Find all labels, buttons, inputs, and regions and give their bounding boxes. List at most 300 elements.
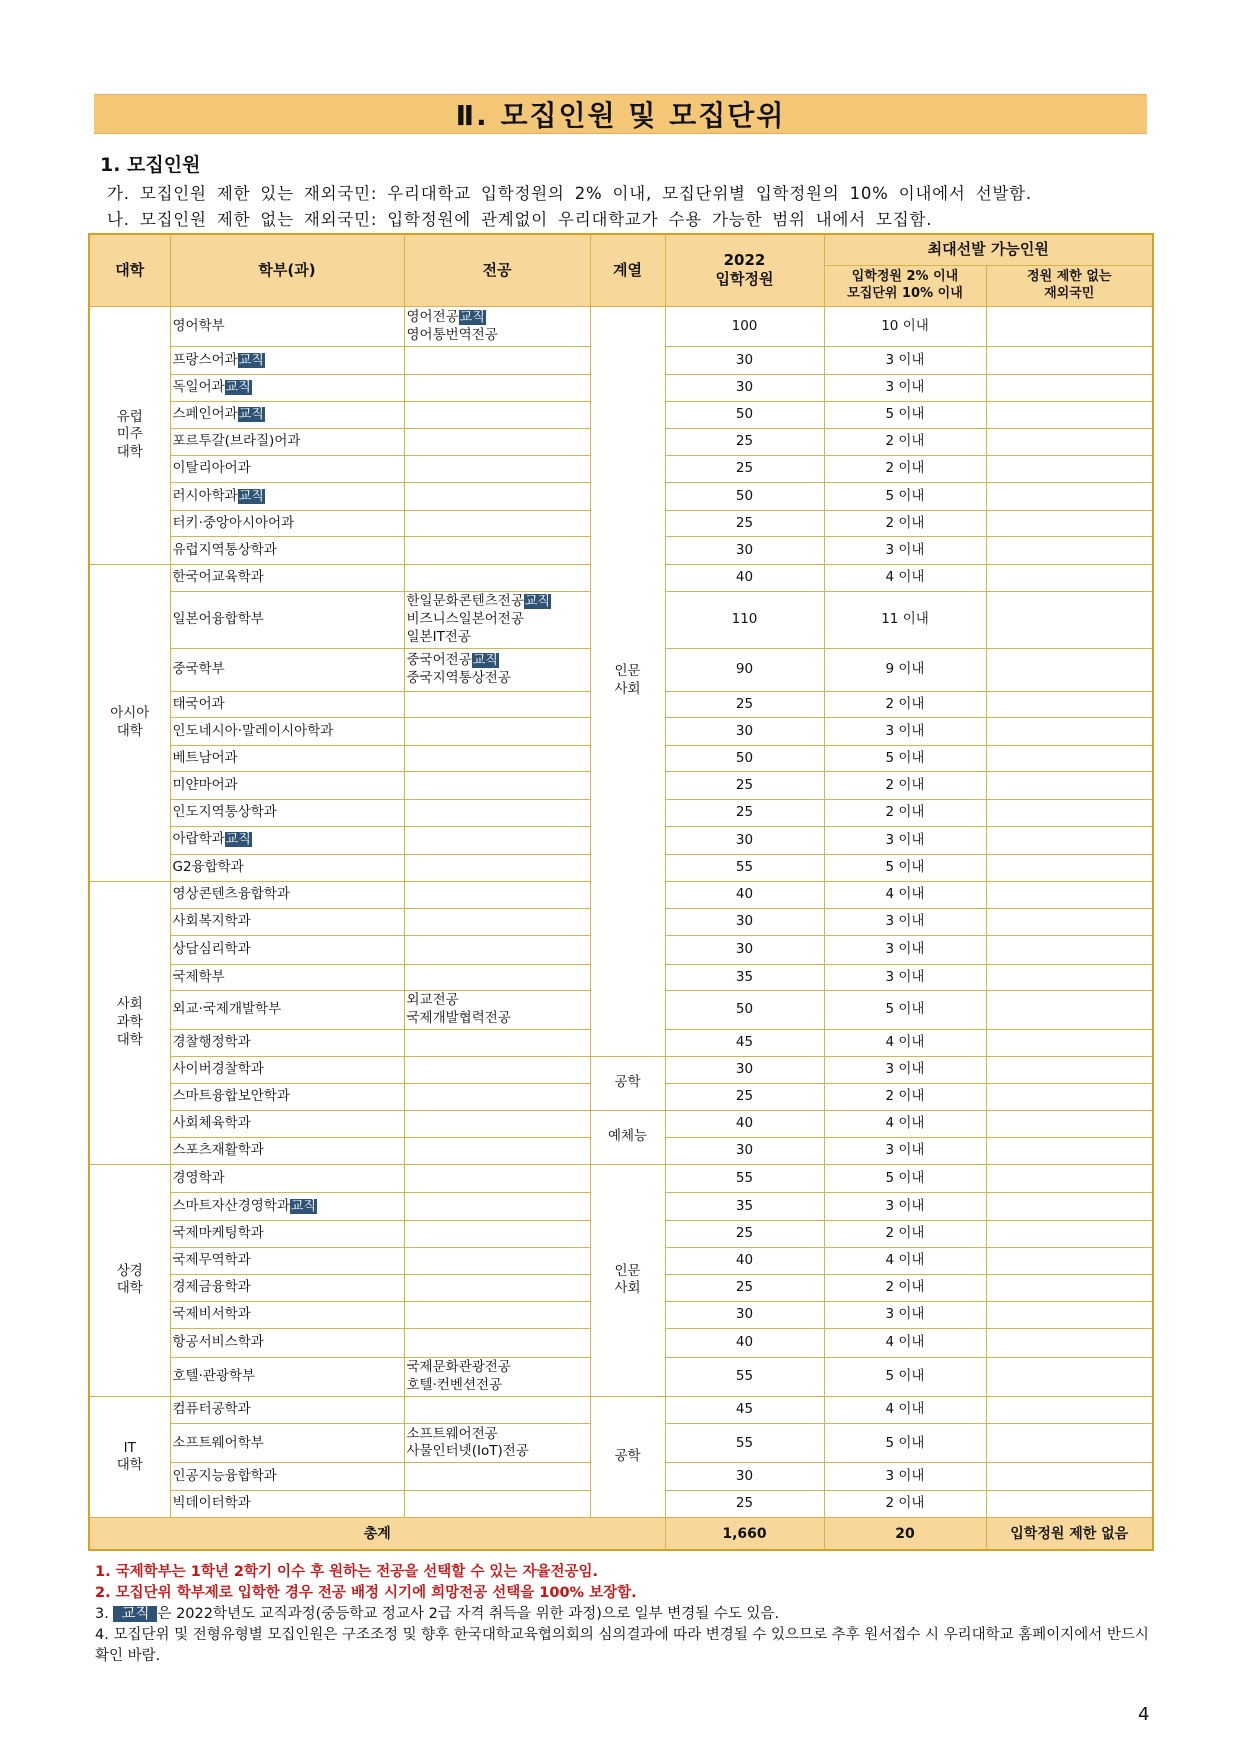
department-name: 독일어과 [172, 378, 225, 395]
major-cell [404, 1247, 590, 1275]
department-name: 경찰행정학과 [172, 1033, 251, 1050]
section-heading: 1. 모집인원 [100, 154, 201, 176]
intro-line-1: 가. 모집인원 제한 있는 재외국민: 우리대학교 입학정원의 2% 이내, 모집단위별 입학정원의 10% 이내에서 선발함. [107, 184, 1032, 203]
unlimited-cell [986, 1164, 1153, 1193]
unlimited-cell [986, 772, 1153, 800]
department-name: 소프트웨어학부 [172, 1434, 264, 1451]
department-name: 국제마케팅학과 [172, 1225, 264, 1242]
limited-cell: 3 이내 [824, 1463, 986, 1491]
unlimited-cell [986, 347, 1153, 375]
quota-cell: 40 [665, 1247, 824, 1275]
quota-cell: 50 [665, 401, 824, 429]
note-3-number: 3. [95, 1606, 109, 1622]
major-cell [404, 1275, 590, 1302]
limited-cell: 9 이내 [824, 648, 986, 691]
major-name: 일본IT전공 [406, 628, 471, 645]
department-cell [170, 429, 404, 456]
quota-cell: 25 [665, 510, 824, 537]
limited-cell: 5 이내 [824, 1357, 986, 1396]
college-cell: 아시아 대학 [89, 565, 170, 882]
limited-cell: 4 이내 [824, 1396, 986, 1424]
note-4: 4. 모집단위 및 전형유형별 모집인원은 구조조정 및 향후 한국대학교육협의회의 심의결과에 따라 변경될 수 있으므로 추후 원서접수 시 우리대학교 홈페이지에서 반드시 확인 바람. [95, 1627, 1149, 1664]
quota-cell: 40 [665, 1329, 824, 1358]
quota-cell: 25 [665, 800, 824, 827]
limited-cell: 2 이내 [824, 1084, 986, 1111]
limited-cell: 3 이내 [824, 964, 986, 991]
major-cell [404, 429, 590, 456]
department-cell [170, 374, 404, 401]
limited-cell: 3 이내 [824, 1138, 986, 1165]
unlimited-cell [986, 401, 1153, 429]
note-2: 2. 모집단위 학부제로 입학한 경우 전공 배정 시기에 희망전공 선택을 100% 보장함. [95, 1585, 637, 1601]
unlimited-cell [986, 691, 1153, 718]
quota-cell: 50 [665, 991, 824, 1030]
major-cell [404, 991, 590, 1030]
unlimited-cell [986, 909, 1153, 936]
major-cell [404, 826, 590, 855]
teaching-tag: 교직 [459, 309, 485, 325]
quota-cell: 40 [665, 881, 824, 909]
unlimited-cell [986, 1424, 1153, 1463]
limited-cell: 4 이내 [824, 565, 986, 592]
limited-cell: 2 이내 [824, 800, 986, 827]
limited-cell: 2 이내 [824, 1221, 986, 1248]
table-row [89, 1056, 1153, 1084]
field-cell: 인문 사회 [590, 1164, 665, 1396]
department-cell [170, 1490, 404, 1518]
department-cell [170, 1084, 404, 1111]
department-cell [170, 1164, 404, 1193]
quota-cell: 25 [665, 429, 824, 456]
quota-cell: 55 [665, 1424, 824, 1463]
major-name: 중국지역통상전공 [406, 669, 511, 686]
major-name: 국제개발협력전공 [406, 1010, 511, 1027]
department-name: 영어학부 [172, 317, 225, 334]
page-number: 4 [1138, 1704, 1150, 1725]
major-cell [404, 1138, 590, 1165]
header-major: 전공 [404, 234, 590, 306]
teaching-tag: 교직 [472, 653, 498, 669]
quota-cell: 40 [665, 565, 824, 592]
quota-cell: 90 [665, 648, 824, 691]
department-name: 베트남어과 [172, 749, 238, 766]
total-unlimited: 입학정원 제한 없음 [986, 1518, 1153, 1550]
department-name: G2융합학과 [172, 859, 244, 876]
quota-cell: 25 [665, 1275, 824, 1302]
major-cell [404, 691, 590, 718]
header-max-selection: 최대선발 가능인원 [824, 234, 1153, 265]
quota-cell: 30 [665, 826, 824, 855]
department-name: 빅데이터학과 [172, 1495, 251, 1512]
major-cell [404, 909, 590, 936]
department-name: 경영학과 [172, 1169, 225, 1186]
major-cell [404, 1110, 590, 1138]
unlimited-cell [986, 1490, 1153, 1518]
note-3-text: 은 2022학년도 교직과정(중등학교 정교사 2급 자격 취득을 위한 과정)으로 일부 변경될 수도 있음. [157, 1606, 780, 1622]
quota-cell: 30 [665, 909, 824, 936]
unlimited-cell [986, 455, 1153, 483]
unlimited-cell [986, 1247, 1153, 1275]
limited-cell: 2 이내 [824, 429, 986, 456]
major-cell [404, 745, 590, 772]
department-name: 국제무역학과 [172, 1252, 251, 1269]
unlimited-cell [986, 537, 1153, 565]
department-cell [170, 800, 404, 827]
major-name: 영어통번역전공 [406, 326, 498, 343]
quota-cell: 30 [665, 1463, 824, 1491]
unlimited-cell [986, 1193, 1153, 1221]
unlimited-cell [986, 964, 1153, 991]
department-cell [170, 347, 404, 375]
quota-cell: 25 [665, 1084, 824, 1111]
unlimited-cell [986, 648, 1153, 691]
major-cell [404, 964, 590, 991]
department-cell [170, 648, 404, 691]
limited-cell: 2 이내 [824, 691, 986, 718]
limited-cell: 11 이내 [824, 591, 986, 648]
department-name: 컴퓨터공학과 [172, 1401, 251, 1418]
department-name: 중국학부 [172, 661, 225, 678]
major-cell [404, 483, 590, 511]
department-name: 스마트자산경영학과 [172, 1197, 290, 1214]
department-cell [170, 1193, 404, 1221]
unlimited-cell [986, 1084, 1153, 1111]
header-limited: 입학정원 2% 이내 모집단위 10% 이내 [824, 265, 986, 306]
major-cell [404, 935, 590, 964]
department-name: 상담심리학과 [172, 940, 251, 957]
quota-cell: 30 [665, 718, 824, 746]
quota-cell: 30 [665, 537, 824, 565]
limited-cell: 4 이내 [824, 1110, 986, 1138]
department-name: 이탈리아어과 [172, 460, 251, 477]
limited-cell: 10 이내 [824, 306, 986, 347]
quota-cell: 100 [665, 306, 824, 347]
limited-cell: 5 이내 [824, 745, 986, 772]
unlimited-cell [986, 1056, 1153, 1084]
department-name: 사회복지학과 [172, 913, 251, 930]
unlimited-cell [986, 429, 1153, 456]
department-cell [170, 401, 404, 429]
major-cell [404, 1193, 590, 1221]
limited-cell: 2 이내 [824, 1490, 986, 1518]
page-title: Ⅱ. 모집인원 및 모집단위 [94, 94, 1147, 134]
unlimited-cell [986, 826, 1153, 855]
major-cell [404, 1221, 590, 1248]
department-cell [170, 1138, 404, 1165]
field-cell: 예체능 [590, 1110, 665, 1164]
department-cell [170, 1275, 404, 1302]
department-name: 경제금융학과 [172, 1279, 251, 1296]
major-cell [404, 401, 590, 429]
department-cell [170, 1329, 404, 1358]
limited-cell: 5 이내 [824, 483, 986, 511]
limited-cell: 3 이내 [824, 718, 986, 746]
major-cell [404, 1301, 590, 1329]
quota-cell: 40 [665, 1110, 824, 1138]
major-cell [404, 800, 590, 827]
major-cell [404, 374, 590, 401]
department-cell [170, 483, 404, 511]
department-cell [170, 991, 404, 1030]
teaching-tag: 교직 [238, 352, 264, 368]
unlimited-cell [986, 1110, 1153, 1138]
department-cell [170, 909, 404, 936]
major-cell [404, 1490, 590, 1518]
department-cell [170, 691, 404, 718]
major-cell [404, 1164, 590, 1193]
intro-line-2: 나. 모집인원 제한 없는 재외국민: 입학정원에 관계없이 우리대학교가 수용 가능한 범위 내에서 모집함. [107, 210, 933, 229]
major-cell [404, 1084, 590, 1111]
department-name: 항공서비스학과 [172, 1334, 264, 1351]
college-cell: IT 대학 [89, 1396, 170, 1518]
notes [95, 1562, 1155, 1667]
major-cell [404, 306, 590, 347]
unlimited-cell [986, 1029, 1153, 1056]
quota-cell: 55 [665, 1164, 824, 1193]
table-row [89, 1110, 1153, 1138]
department-cell [170, 881, 404, 909]
header-field: 계열 [590, 234, 665, 306]
department-cell [170, 1396, 404, 1424]
limited-cell: 3 이내 [824, 1301, 986, 1329]
total-quota: 1,660 [665, 1518, 824, 1550]
quota-cell: 30 [665, 374, 824, 401]
quota-cell: 50 [665, 745, 824, 772]
limited-cell: 2 이내 [824, 1275, 986, 1302]
department-name: 사이버경찰학과 [172, 1061, 264, 1078]
limited-cell: 3 이내 [824, 935, 986, 964]
limited-cell: 3 이내 [824, 1193, 986, 1221]
limited-cell: 5 이내 [824, 401, 986, 429]
quota-cell: 25 [665, 455, 824, 483]
department-name: 터키·중앙아시아어과 [172, 514, 295, 531]
limited-cell: 2 이내 [824, 455, 986, 483]
department-cell [170, 455, 404, 483]
limited-cell: 3 이내 [824, 347, 986, 375]
unlimited-cell [986, 1221, 1153, 1248]
limited-cell: 3 이내 [824, 374, 986, 401]
unlimited-cell [986, 1138, 1153, 1165]
department-name: 태국어과 [172, 695, 225, 712]
unlimited-cell [986, 1301, 1153, 1329]
major-name: 영어전공 [406, 308, 459, 325]
department-cell [170, 1424, 404, 1463]
major-name: 호텔·컨벤션전공 [406, 1376, 503, 1393]
department-name: 러시아학과 [172, 487, 238, 504]
quota-cell: 50 [665, 483, 824, 511]
major-name: 소프트웨어전공 [406, 1425, 498, 1442]
major-cell [404, 510, 590, 537]
table-row [89, 1164, 1153, 1193]
department-cell [170, 745, 404, 772]
limited-cell: 3 이내 [824, 826, 986, 855]
quota-cell: 30 [665, 1301, 824, 1329]
limited-cell: 5 이내 [824, 991, 986, 1030]
field-cell: 공학 [590, 1056, 665, 1110]
department-cell [170, 1301, 404, 1329]
quota-cell: 55 [665, 1357, 824, 1396]
college-cell: 상경 대학 [89, 1164, 170, 1396]
quota-cell: 35 [665, 1193, 824, 1221]
header-college: 대학 [89, 234, 170, 306]
department-name: 스페인어과 [172, 405, 238, 422]
field-cell: 인문 사회 [590, 306, 665, 1056]
major-name: 사물인터넷(IoT)전공 [406, 1443, 529, 1460]
quota-cell: 45 [665, 1396, 824, 1424]
department-cell [170, 1463, 404, 1491]
unlimited-cell [986, 800, 1153, 827]
quota-cell: 30 [665, 347, 824, 375]
unlimited-cell [986, 745, 1153, 772]
limited-cell: 2 이내 [824, 510, 986, 537]
field-cell: 공학 [590, 1396, 665, 1518]
major-cell [404, 855, 590, 882]
department-cell [170, 1110, 404, 1138]
department-name: 프랑스어과 [172, 351, 238, 368]
department-cell [170, 826, 404, 855]
department-cell [170, 591, 404, 648]
college-cell: 유럽 미주 대학 [89, 306, 170, 565]
limited-cell: 3 이내 [824, 537, 986, 565]
department-name: 일본어융합학부 [172, 610, 264, 627]
quota-cell: 30 [665, 1138, 824, 1165]
department-cell [170, 565, 404, 592]
quota-cell: 110 [665, 591, 824, 648]
department-name: 국제학부 [172, 968, 225, 985]
unlimited-cell [986, 855, 1153, 882]
major-cell [404, 1056, 590, 1084]
department-cell [170, 537, 404, 565]
major-cell [404, 881, 590, 909]
unlimited-cell [986, 591, 1153, 648]
major-name: 비즈니스일본어전공 [406, 611, 524, 628]
quota-cell: 45 [665, 1029, 824, 1056]
department-cell [170, 306, 404, 347]
department-name: 호텔·관광학부 [172, 1368, 256, 1385]
department-cell [170, 1056, 404, 1084]
department-name: 인도네시아·말레이시아학과 [172, 722, 334, 739]
limited-cell: 4 이내 [824, 1247, 986, 1275]
major-name: 국제문화관광전공 [406, 1359, 511, 1376]
teaching-tag: 교직 [524, 594, 550, 610]
limited-cell: 3 이내 [824, 1056, 986, 1084]
table-row [89, 306, 1153, 347]
department-cell [170, 510, 404, 537]
limited-cell: 3 이내 [824, 909, 986, 936]
department-cell [170, 1357, 404, 1396]
major-name: 외교전공 [406, 992, 459, 1009]
limited-cell: 5 이내 [824, 855, 986, 882]
major-name: 한일문화콘텐츠전공 [406, 593, 524, 610]
major-cell [404, 565, 590, 592]
department-name: 미얀마어과 [172, 776, 238, 793]
header-department: 학부(과) [170, 234, 404, 306]
unlimited-cell [986, 1357, 1153, 1396]
note-3 [95, 1604, 1155, 1625]
table-row [89, 1396, 1153, 1424]
unlimited-cell [986, 565, 1153, 592]
major-cell [404, 648, 590, 691]
teaching-tag: 교직 [113, 1606, 157, 1622]
major-cell [404, 1357, 590, 1396]
limited-cell: 5 이내 [824, 1424, 986, 1463]
department-name: 스마트융합보안학과 [172, 1088, 290, 1105]
department-name: 아랍학과 [172, 831, 225, 848]
unlimited-cell [986, 1396, 1153, 1424]
quota-cell: 25 [665, 1490, 824, 1518]
department-name: 스포츠재활학과 [172, 1142, 264, 1159]
quota-cell: 30 [665, 935, 824, 964]
department-name: 유럽지역통상학과 [172, 541, 277, 558]
unlimited-cell [986, 991, 1153, 1030]
limited-cell: 4 이내 [824, 881, 986, 909]
department-name: 인공지능융합학과 [172, 1467, 277, 1484]
header-unlimited: 정원 제한 없는 재외국민 [986, 265, 1153, 306]
limited-cell: 4 이내 [824, 1329, 986, 1358]
unlimited-cell [986, 483, 1153, 511]
department-cell [170, 1029, 404, 1056]
department-cell [170, 855, 404, 882]
quota-cell: 55 [665, 855, 824, 882]
department-name: 외교·국제개발학부 [172, 1001, 282, 1018]
department-cell [170, 935, 404, 964]
department-name: 포르투갈(브라질)어과 [172, 433, 301, 450]
department-cell [170, 772, 404, 800]
unlimited-cell [986, 1463, 1153, 1491]
major-name: 중국어전공 [406, 652, 472, 669]
unlimited-cell [986, 881, 1153, 909]
quota-cell: 30 [665, 1056, 824, 1084]
unlimited-cell [986, 306, 1153, 347]
total-limit: 20 [824, 1518, 986, 1550]
teaching-tag: 교직 [225, 832, 251, 848]
major-cell [404, 718, 590, 746]
note-1: 1. 국제학부는 1학년 2학기 이수 후 원하는 전공을 선택할 수 있는 자율전공임. [95, 1564, 599, 1580]
major-cell [404, 347, 590, 375]
major-cell [404, 591, 590, 648]
quota-cell: 25 [665, 691, 824, 718]
unlimited-cell [986, 718, 1153, 746]
quota-cell: 25 [665, 1221, 824, 1248]
major-cell [404, 537, 590, 565]
department-cell [170, 718, 404, 746]
unlimited-cell [986, 1329, 1153, 1358]
major-cell [404, 1463, 590, 1491]
major-cell [404, 455, 590, 483]
department-cell [170, 1247, 404, 1275]
quota-cell: 25 [665, 772, 824, 800]
department-cell [170, 1221, 404, 1248]
teaching-tag: 교직 [238, 406, 264, 422]
teaching-tag: 교직 [225, 379, 251, 395]
limited-cell: 2 이내 [824, 772, 986, 800]
department-cell [170, 964, 404, 991]
unlimited-cell [986, 935, 1153, 964]
department-name: 인도지역통상학과 [172, 804, 277, 821]
total-label: 총계 [89, 1518, 665, 1550]
unlimited-cell [986, 1275, 1153, 1302]
department-name: 국제비서학과 [172, 1306, 251, 1323]
quota-table [88, 233, 1154, 1551]
department-name: 사회체육학과 [172, 1115, 251, 1132]
unlimited-cell [986, 374, 1153, 401]
limited-cell: 5 이내 [824, 1164, 986, 1193]
college-cell: 사회 과학 대학 [89, 881, 170, 1164]
total-row [89, 1518, 1153, 1550]
teaching-tag: 교직 [290, 1198, 316, 1214]
limited-cell: 4 이내 [824, 1029, 986, 1056]
department-name: 한국어교육학과 [172, 569, 264, 586]
